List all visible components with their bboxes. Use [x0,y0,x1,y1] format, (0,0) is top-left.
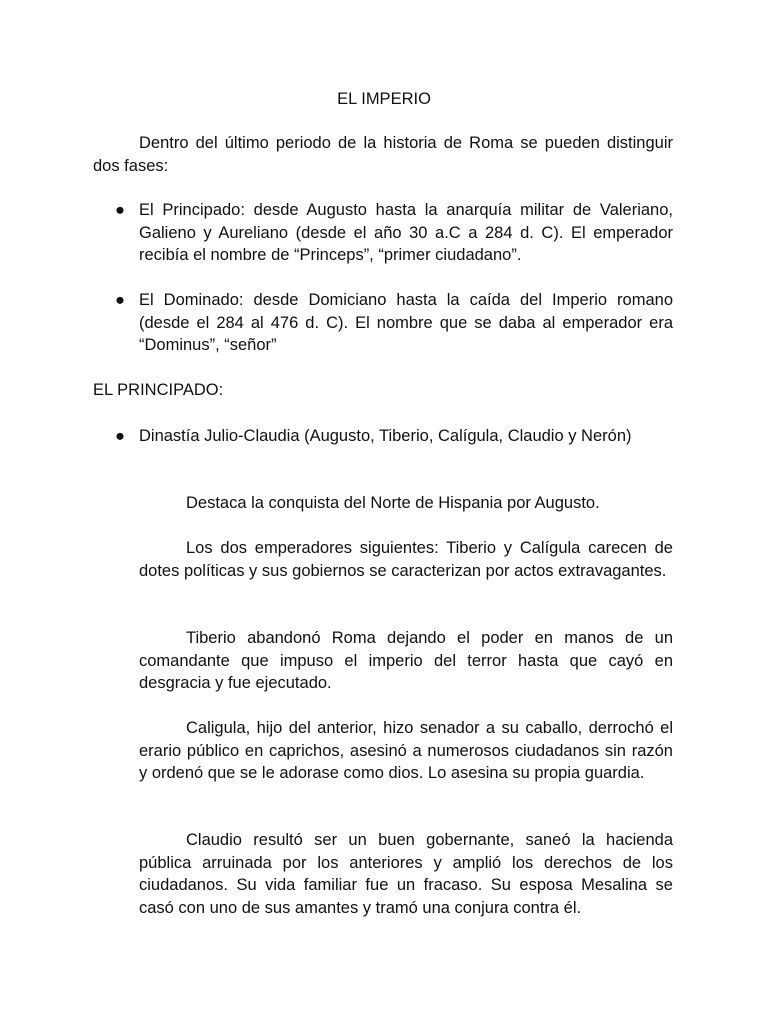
list-item-text: El Dominado: desde Domiciano hasta la caída del Imperio romano (desde el 284 al 476 d. C). El nombre que se daba al emperador era “Dominus”, “señor” [139,291,673,355]
paragraph-caligula: Caligula, hijo del anterior, hizo senador a su caballo, derrochó el erario público en caprichos, asesinó a numerosos ciudadanos sin razón y ordenó que se le adorase como dios. Lo asesina su propia guardia. [139,719,673,783]
list-item-text: El Principado: desde Augusto hasta la anarquía militar de Valeriano, Galieno y Aureliano (desde el año 30 a.C a 284 d. C). El emperador recibía el nombre de “Princeps”, “primer ciudadano”. [139,201,673,265]
list-item-dynasty [115,425,673,448]
section-heading: EL PRINCIPADO: [93,381,224,399]
list-item-text: Dinastía Julio-Claudia (Augusto, Tiberio, Calígula, Claudio y Nerón) [139,427,632,445]
bullet-icon: ● [115,201,125,219]
list-item-principado [115,199,673,267]
bullet-icon: ● [115,427,125,445]
list-item-dominado [115,289,673,357]
bullet-icon: ● [115,291,125,309]
paragraph-tiberio: Tiberio abandonó Roma dejando el poder en manos de un comandante que impuso el imperio del terror hasta que cayó en desgracia y fue ejecutado. [139,629,673,693]
intro-paragraph: Dentro del último periodo de la historia de Roma se pueden distinguir dos fases: [93,134,673,175]
paragraph-claudio: Claudio resultó ser un buen gobernante, saneó la hacienda pública arruinada por los anteriores y amplió los derechos de los ciudadanos. Su vida familiar fue un fracaso. Su esposa Mesalina se casó con uno de sus amantes y tramó una conjura contra él. [139,831,673,917]
paragraph-augusto: Destaca la conquista del Norte de Hispania por Augusto. [186,494,600,512]
paragraph-successors: Los dos emperadores siguientes: Tiberio y Calígula carecen de dotes políticas y sus gobiernos se caracterizan por actos extravagantes. [139,539,673,580]
document-title: EL IMPERIO [337,90,431,108]
